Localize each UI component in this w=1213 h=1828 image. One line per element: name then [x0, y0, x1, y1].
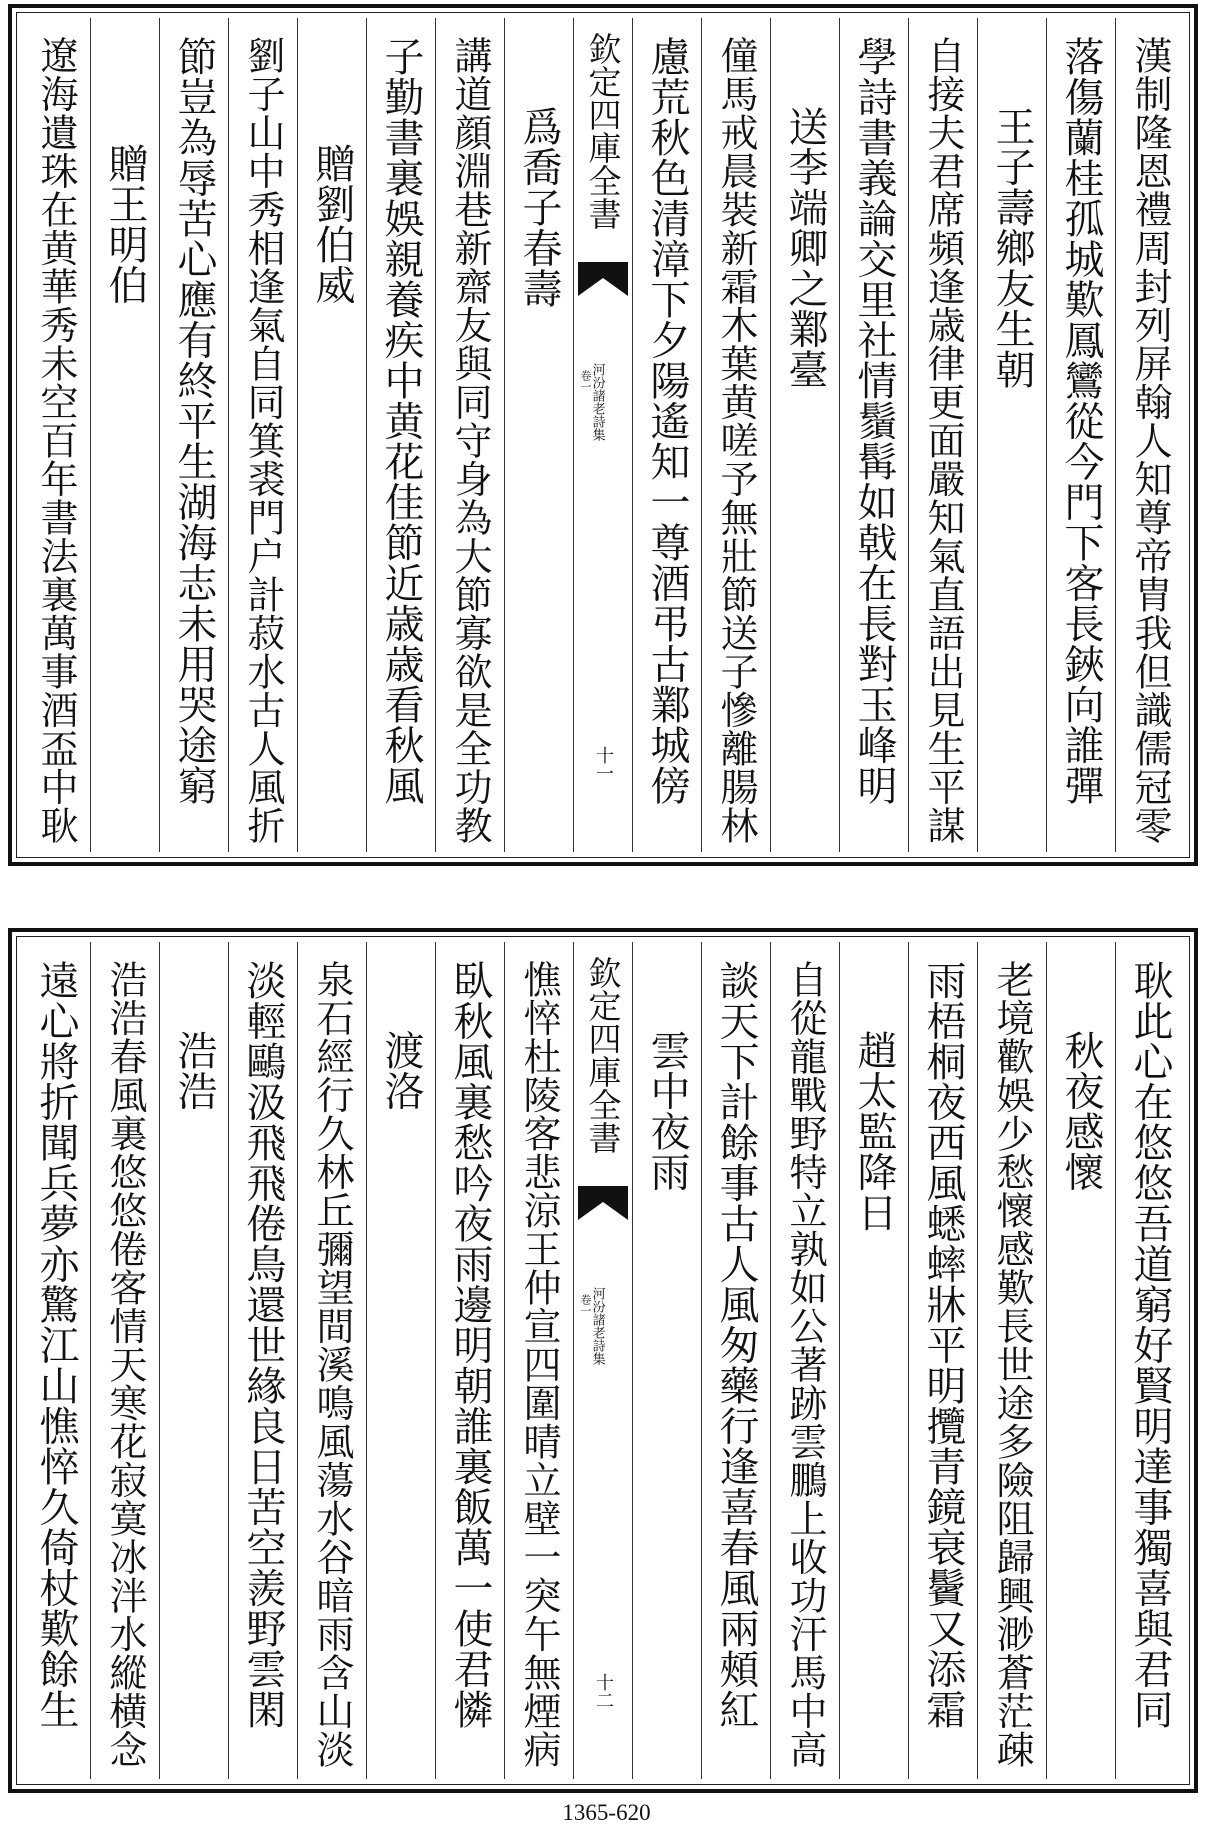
poem-text-column [1046, 18, 1115, 852]
poem-line: 自接夫君席頻逢歳律更面嚴知氣直語出見生平謀 [921, 36, 965, 845]
poem-text-column [701, 18, 770, 852]
poem-title: 贈劉伯威 [309, 143, 355, 305]
poem-title: 贈王明伯 [102, 143, 148, 305]
poem-text-column [770, 942, 839, 1779]
poem-text-column [366, 18, 435, 852]
poem-line: 憔悴杜陵客悲涼王仲宣四圍晴立壁一突午無煙病 [517, 960, 561, 1769]
poem-line: 談天下計餘事古人風匆藥行逢喜春風兩頰紅 [713, 960, 759, 1730]
fishtail-mark-icon [578, 1186, 628, 1220]
poem-line: 子勤書裏娛親養疾中黄花佳節近歳歳看秋風 [378, 36, 424, 806]
poem-text-column [908, 18, 977, 852]
bottom-page-frame [8, 928, 1198, 1793]
poem-text-column [22, 942, 90, 1779]
poem-text-column [90, 942, 159, 1779]
poem-title: 送李端卿之鄴臺 [782, 106, 828, 390]
poem-title: 浩浩 [171, 1030, 217, 1111]
poem-line: 學詩書義論交里社情鬚髯如戟在長對玉峰明 [851, 36, 897, 806]
poem-title-column [1046, 942, 1115, 1779]
poem-text-column [977, 942, 1046, 1779]
spine-title: 欽定四庫全書 [583, 956, 623, 1154]
poem-line: 耿此心在悠悠吾道窮好賢明達事獨喜與君同 [1127, 960, 1173, 1730]
poem-text-column [632, 18, 701, 852]
poem-title-column [504, 18, 573, 852]
spine-title: 欽定四庫全書 [583, 32, 623, 230]
spine-subtitle: 河汾諸老詩集 [589, 1287, 605, 1365]
poem-line: 漢制隆恩禮周封列屏翰人知尊帝胄我但識儒冠零 [1128, 36, 1172, 845]
poem-line: 遠心將折聞兵夢亦驚江山憔悴久倚杖歎餘生 [33, 960, 79, 1730]
poem-title: 王子壽鄉友生朝 [989, 106, 1035, 390]
poem-text-column [435, 942, 504, 1779]
poem-line: 遼海遺珠在黄華秀未空百年書法裏萬事酒盃中耿 [34, 36, 78, 845]
spine-juan: 卷一 [579, 1294, 592, 1316]
poem-text-column [504, 942, 573, 1779]
poem-title-column [159, 942, 228, 1779]
top-page-frame [8, 4, 1198, 866]
poem-text-column [228, 942, 297, 1779]
poem-line: 老境歡娛少愁懷感歎長世途多險阻歸興渺蒼茫疎 [990, 960, 1034, 1769]
poem-title: 雲中夜雨 [644, 1030, 690, 1192]
fishtail-mark-icon [578, 262, 628, 296]
poem-line: 浩浩春風裏悠悠倦客情天寒花寂寞冰泮水縱横念 [103, 960, 147, 1769]
poem-line: 泉石經行久林丘彌望間溪鳴風蕩水谷暗雨含山淡 [310, 960, 354, 1769]
poem-text-column [297, 942, 366, 1779]
poem-text-column [701, 942, 770, 1779]
poem-text-column [159, 18, 228, 852]
poem-line: 落傷蘭桂孤城歎鳳鸞從今門下客長鋏向誰彈 [1058, 36, 1104, 806]
poem-title-column [632, 942, 701, 1779]
poem-line: 僮馬戒晨裝新霜木葉黄嗟予無壯節送子慘離腸林 [714, 36, 758, 845]
poem-text-column [839, 18, 908, 852]
poem-text-column [228, 18, 297, 852]
poem-line: 講道顔淵巷新齋友與同守身為大節寡欲是全功教 [448, 36, 492, 845]
spine-subtitle: 河汾諸老詩集 [589, 363, 605, 441]
spine-page-number: 十一 [593, 746, 614, 782]
center-spine [573, 942, 632, 1779]
poem-title-column [297, 18, 366, 852]
poem-line: 劉子山中秀相逢氣自同箕裘門户計菽水古人風折 [241, 36, 285, 845]
poem-text-column [1115, 942, 1184, 1779]
poem-title-column [90, 18, 159, 852]
poem-line: 節豈為辱苦心應有終平生湖海志未用哭途窮 [171, 36, 217, 806]
poem-line: 慮荒秋色清漳下夕陽遙知一尊酒弔古鄴城傍 [644, 36, 690, 806]
poem-text-column [908, 942, 977, 1779]
poem-text-column [1115, 18, 1184, 852]
spine-juan: 卷一 [579, 370, 592, 392]
page-footer-number: 1365-620 [562, 1800, 651, 1825]
poem-title: 渡洛 [378, 1030, 424, 1111]
poem-title-column [770, 18, 839, 852]
poem-title: 爲喬子春壽 [516, 106, 562, 309]
poem-text-column [435, 18, 504, 852]
spine-page-number: 十二 [593, 1673, 614, 1709]
poem-title-column [977, 18, 1046, 852]
poem-title-column [366, 942, 435, 1779]
poem-title: 趙太監降日 [851, 1030, 897, 1233]
poem-line: 自從龍戰野特立孰如公著跡雲鵬上收功汗馬中高 [783, 960, 827, 1769]
center-spine [573, 18, 632, 852]
poem-title-column [839, 942, 908, 1779]
poem-line: 淡輕鷗汲飛飛倦鳥還世緣良日苦空羨野雲閑 [240, 960, 286, 1730]
poem-line: 臥秋風裏愁吟夜雨邊明朝誰裏飯萬一使君憐 [447, 960, 493, 1730]
bottom-page-columns [22, 942, 1184, 1779]
poem-text-column [22, 18, 90, 852]
poem-line: 雨梧桐夜西風蟋蟀牀平明攬青鏡衰鬢又添霜 [920, 960, 966, 1730]
poem-title: 秋夜感懷 [1058, 1030, 1104, 1192]
top-page-columns [22, 18, 1184, 852]
